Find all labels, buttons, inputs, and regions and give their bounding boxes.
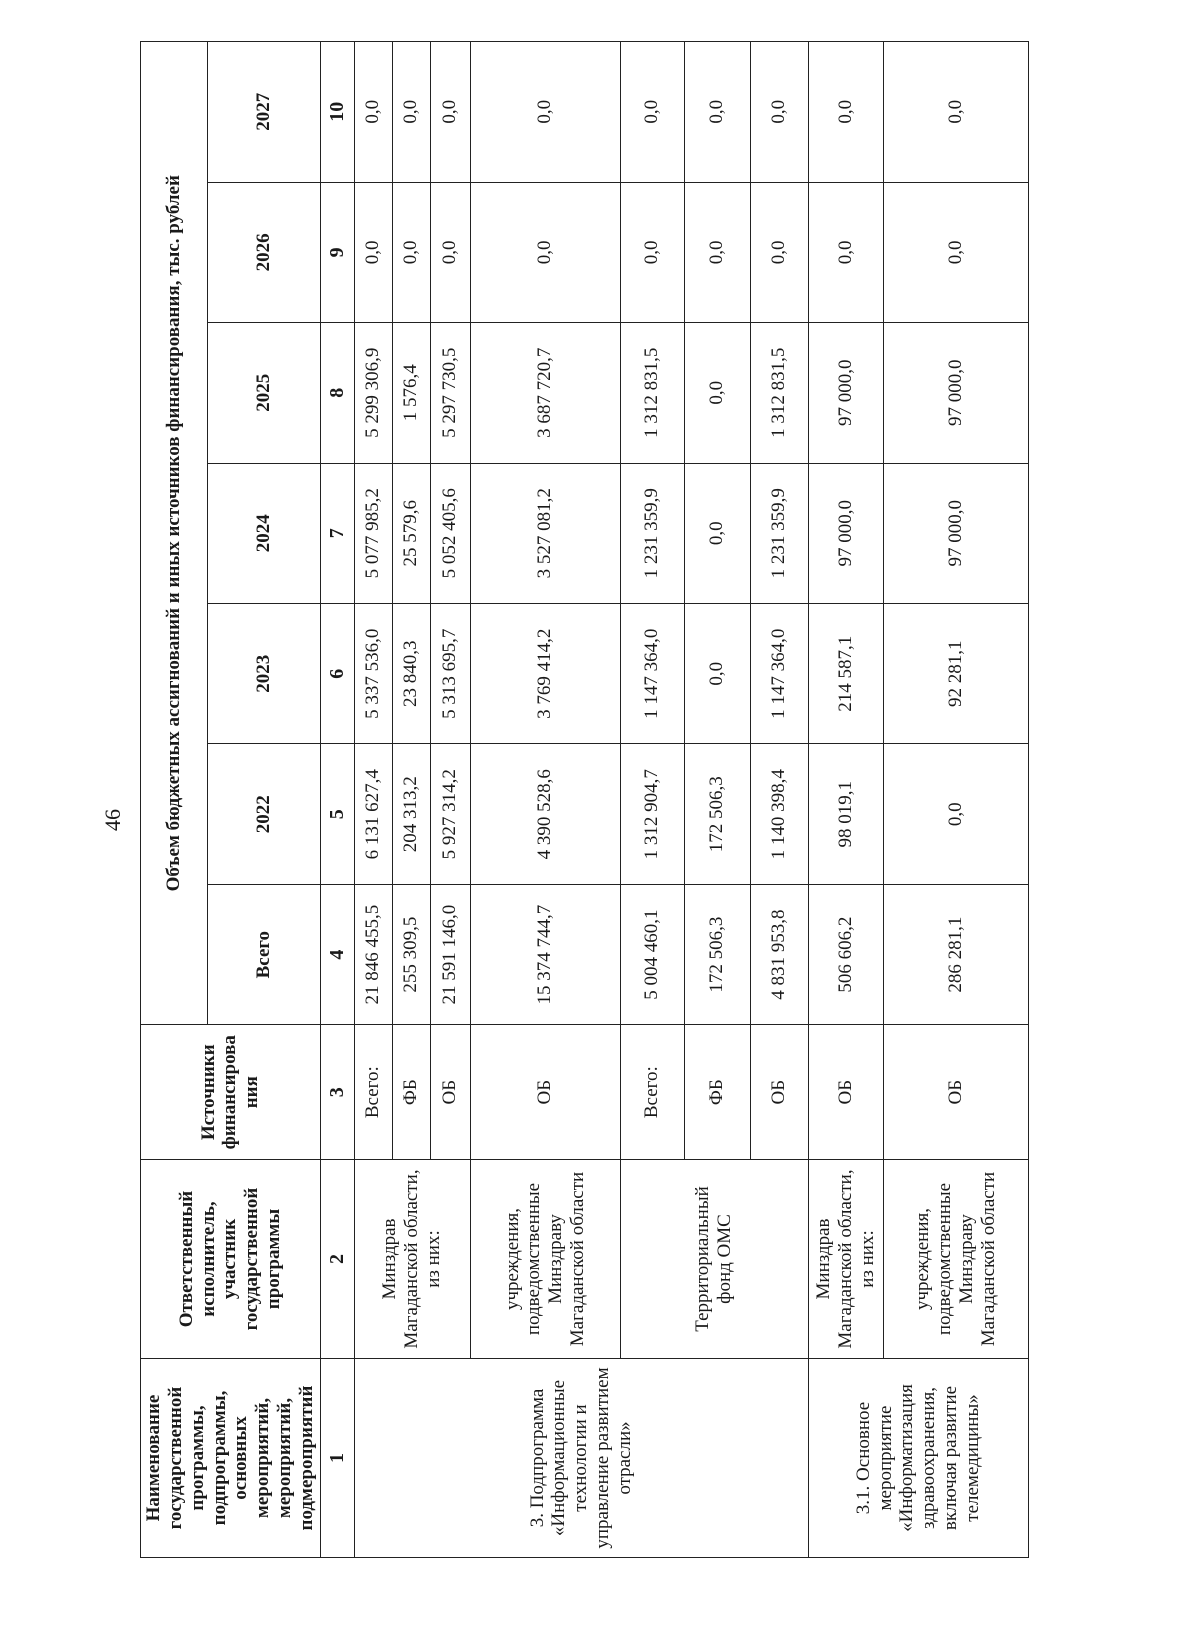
column-number: 5 xyxy=(320,744,354,884)
value-cell: 5 313 695,7 xyxy=(430,603,470,743)
value-cell: 0,0 xyxy=(430,42,470,183)
subprogram-name: 3. Подпрограмма «Информационные технологии и управление развитием отрасли» xyxy=(354,1359,808,1558)
value-cell: 0,0 xyxy=(883,42,1028,183)
header-year: 2026 xyxy=(208,182,320,322)
value-cell: 3 527 081,2 xyxy=(470,463,620,603)
column-number: 2 xyxy=(320,1160,354,1359)
header-year: 2025 xyxy=(208,323,320,463)
header-volume: Объем бюджетных ассигнований и иных источников финансирования, тыс. рублей xyxy=(141,42,208,1025)
value-cell: 97 000,0 xyxy=(883,323,1028,463)
value-cell: 0,0 xyxy=(470,42,620,183)
value-cell: 1 312 831,5 xyxy=(750,323,808,463)
value-cell: 0,0 xyxy=(620,182,684,322)
source-cell: Всего: xyxy=(354,1025,392,1160)
column-number: 1 xyxy=(320,1359,354,1558)
value-cell: 4 390 528,6 xyxy=(470,744,620,884)
table-row xyxy=(808,42,883,1558)
table-row xyxy=(620,42,684,1558)
source-cell: Всего: xyxy=(620,1025,684,1160)
value-cell: 0,0 xyxy=(392,42,430,183)
value-cell: 0,0 xyxy=(430,182,470,322)
page-number: 46 xyxy=(100,809,125,831)
value-cell: 1 140 398,4 xyxy=(750,744,808,884)
value-cell: 97 000,0 xyxy=(808,463,883,603)
value-cell: 5 927 314,2 xyxy=(430,744,470,884)
value-cell: 21 591 146,0 xyxy=(430,884,470,1024)
value-cell: 0,0 xyxy=(684,463,750,603)
source-cell: ОБ xyxy=(750,1025,808,1160)
value-cell: 0,0 xyxy=(684,42,750,183)
column-number: 7 xyxy=(320,463,354,603)
header-name: Наименование государственной программы, подпрограммы, основных мероприятий, мероприятий, подмероприятий xyxy=(141,1359,321,1558)
value-cell: 0,0 xyxy=(883,182,1028,322)
value-cell: 5 297 730,5 xyxy=(430,323,470,463)
column-number: 6 xyxy=(320,603,354,743)
value-cell: 214 587,1 xyxy=(808,603,883,743)
value-cell: 5 052 405,6 xyxy=(430,463,470,603)
header-year: 2022 xyxy=(208,744,320,884)
value-cell: 4 831 953,8 xyxy=(750,884,808,1024)
value-cell: 3 769 414,2 xyxy=(470,603,620,743)
value-cell: 97 000,0 xyxy=(808,323,883,463)
column-number: 10 xyxy=(320,42,354,183)
value-cell: 0,0 xyxy=(808,182,883,322)
executor-cell: Минздрав Магаданской области, из них: xyxy=(354,1160,470,1359)
value-cell: 172 506,3 xyxy=(684,884,750,1024)
value-cell: 98 019,1 xyxy=(808,744,883,884)
column-number: 3 xyxy=(320,1025,354,1160)
value-cell: 1 147 364,0 xyxy=(750,603,808,743)
value-cell: 5 299 306,9 xyxy=(354,323,392,463)
value-cell: 0,0 xyxy=(684,182,750,322)
value-cell: 25 579,6 xyxy=(392,463,430,603)
header-year: 2024 xyxy=(208,463,320,603)
value-cell: 3 687 720,7 xyxy=(470,323,620,463)
header-year: 2023 xyxy=(208,603,320,743)
table-row xyxy=(354,42,392,1558)
column-number: 9 xyxy=(320,182,354,322)
value-cell: 5 077 985,2 xyxy=(354,463,392,603)
source-cell: ОБ xyxy=(808,1025,883,1160)
source-cell: ОБ xyxy=(883,1025,1028,1160)
executor-cell: учреждения, подведомственные Минздраву Магаданской области xyxy=(883,1160,1028,1359)
value-cell: 0,0 xyxy=(684,323,750,463)
value-cell: 0,0 xyxy=(808,42,883,183)
source-cell: ФБ xyxy=(392,1025,430,1160)
value-cell: 506 606,2 xyxy=(808,884,883,1024)
value-cell: 0,0 xyxy=(620,42,684,183)
column-number: 8 xyxy=(320,323,354,463)
table-row xyxy=(883,42,1028,1558)
value-cell: 1 231 359,9 xyxy=(620,463,684,603)
value-cell: 92 281,1 xyxy=(883,603,1028,743)
value-cell: 204 313,2 xyxy=(392,744,430,884)
value-cell: 21 846 455,5 xyxy=(354,884,392,1024)
value-cell: 255 309,5 xyxy=(392,884,430,1024)
value-cell: 1 147 364,0 xyxy=(620,603,684,743)
value-cell: 23 840,3 xyxy=(392,603,430,743)
value-cell: 172 506,3 xyxy=(684,744,750,884)
value-cell: 286 281,1 xyxy=(883,884,1028,1024)
value-cell: 1 312 904,7 xyxy=(620,744,684,884)
header-source: Источники финансирова ния xyxy=(141,1025,321,1160)
executor-cell: учреждения, подведомственные Минздраву Магаданской области xyxy=(470,1160,620,1359)
value-cell: 5 337 536,0 xyxy=(354,603,392,743)
financing-table xyxy=(140,41,1029,1558)
value-cell: 1 312 831,5 xyxy=(620,323,684,463)
value-cell: 0,0 xyxy=(470,182,620,322)
value-cell: 0,0 xyxy=(750,42,808,183)
value-cell: 1 576,4 xyxy=(392,323,430,463)
header-year: Всего xyxy=(208,884,320,1024)
value-cell: 0,0 xyxy=(392,182,430,322)
value-cell: 0,0 xyxy=(883,744,1028,884)
header-executor: Ответственный исполнитель, участник государственной программы xyxy=(141,1160,321,1359)
executor-cell: Территориальный фонд ОМС xyxy=(620,1160,808,1359)
source-cell: ОБ xyxy=(430,1025,470,1160)
value-cell: 0,0 xyxy=(684,603,750,743)
value-cell: 6 131 627,4 xyxy=(354,744,392,884)
table-row xyxy=(470,42,620,1558)
value-cell: 0,0 xyxy=(750,182,808,322)
value-cell: 97 000,0 xyxy=(883,463,1028,603)
column-number-row xyxy=(320,42,354,1558)
executor-cell: Минздрав Магаданской области, из них: xyxy=(808,1160,883,1359)
activity-name: 3.1. Основное мероприятие «Информатизация здравоохранения, включая развитие телемедицины» xyxy=(808,1359,1028,1558)
value-cell: 1 231 359,9 xyxy=(750,463,808,603)
value-cell: 0,0 xyxy=(354,182,392,322)
value-cell: 0,0 xyxy=(354,42,392,183)
source-cell: ОБ xyxy=(470,1025,620,1160)
header-year: 2027 xyxy=(208,42,320,183)
source-cell: ФБ xyxy=(684,1025,750,1160)
value-cell: 5 004 460,1 xyxy=(620,884,684,1024)
value-cell: 15 374 744,7 xyxy=(470,884,620,1024)
rotated-table-wrapper xyxy=(140,41,1008,1558)
column-number: 4 xyxy=(320,884,354,1024)
